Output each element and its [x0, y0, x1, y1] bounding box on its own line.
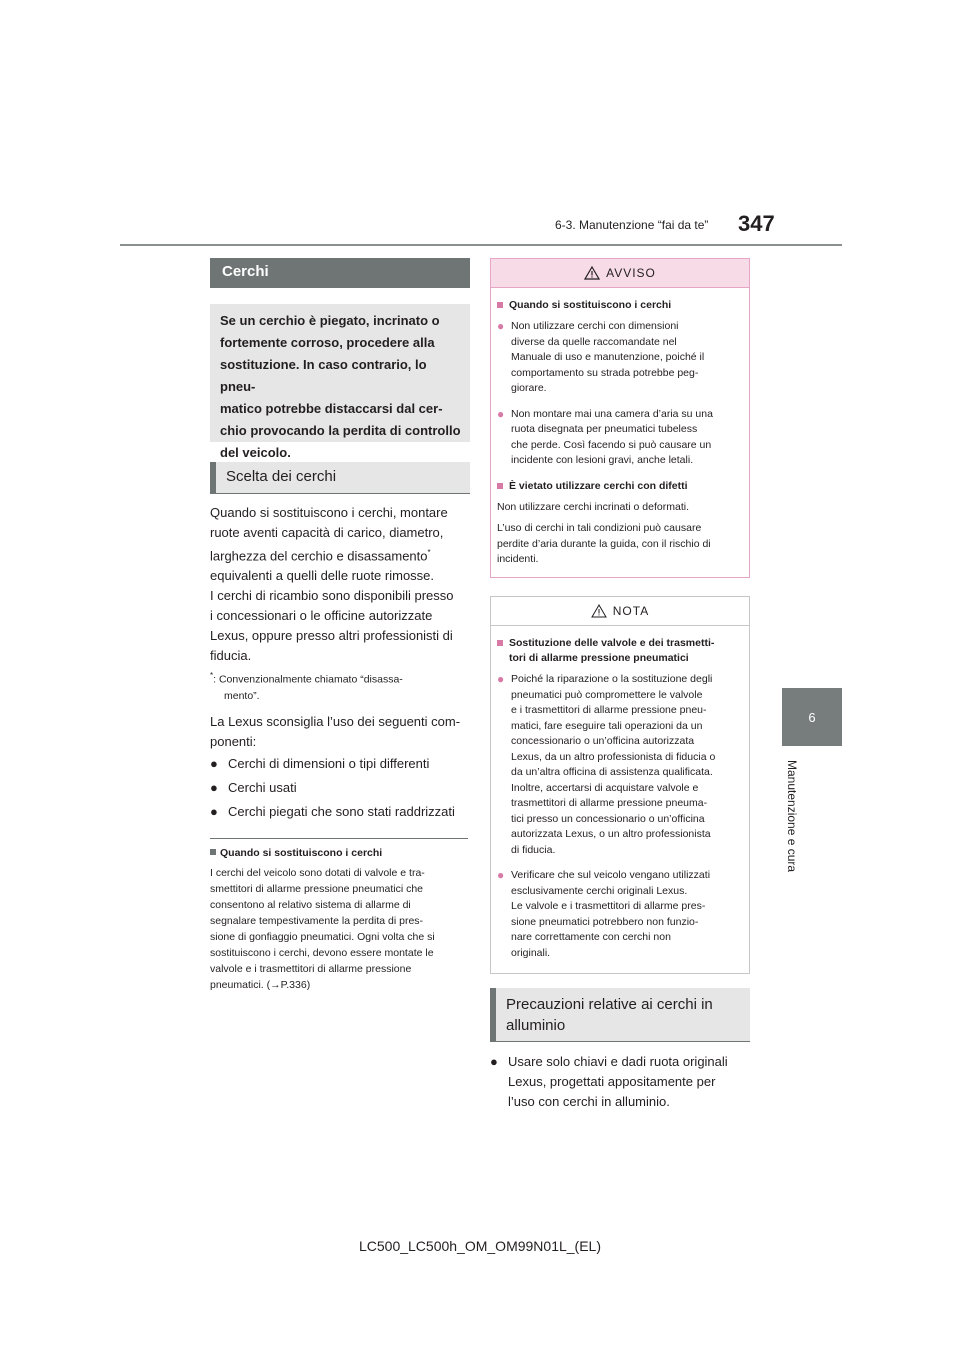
- warning-line: incidente con lesioni gravi, anche letali.: [511, 454, 694, 466]
- nota-line: Sostituzione delle valvole e dei trasmetti-: [509, 637, 715, 649]
- nota-line: e i trasmettitori di allarme pressione pneu-: [511, 704, 707, 716]
- advice-paragraph: [210, 712, 472, 752]
- body-line-text: larghezza del cerchio e disassamento: [210, 548, 428, 564]
- footnote-text: : Convenzionalmente chiamato “disassa-: [213, 673, 403, 686]
- list-item: [490, 1052, 752, 1112]
- warning-line: Non utilizzare cerchi con dimensioni: [511, 320, 679, 332]
- bullet-icon: ●: [210, 756, 218, 771]
- subsection-title-alluminio: [490, 988, 750, 1042]
- nota-item-text: [511, 672, 715, 858]
- warning-line: comportamento su strada potrebbe peg-: [511, 366, 699, 379]
- warning-item: [497, 319, 741, 397]
- nota-line: Inoltre, accertarsi di acquistare valvole e: [511, 781, 699, 794]
- intro-line: sostituzione. In caso contrario, lo pneu-: [220, 357, 427, 394]
- nota-line: Le valvole e i trasmettitori di allarme pres-: [511, 900, 706, 912]
- note-line: valvole e i trasmettitori di allarme pressione: [210, 963, 412, 975]
- note-line: consentono al relativo sistema di allarme di: [210, 899, 411, 911]
- intro-line: matico potrebbe distaccarsi dal cer-: [220, 401, 443, 416]
- note-block: [210, 845, 472, 993]
- list-line: Lexus, progettati appositamente per: [508, 1074, 716, 1089]
- note-line: sostituiscono i cerchi, devono essere montate le: [210, 947, 434, 959]
- list-line: Usare solo chiavi e dadi ruota originali: [508, 1054, 728, 1069]
- square-bullet-icon: [210, 849, 216, 855]
- body-line: fiducia.: [210, 648, 252, 664]
- square-bullet-icon: [497, 483, 503, 489]
- warning-title: AVVISO: [606, 266, 656, 280]
- list-item: [210, 802, 472, 822]
- warning-box: [490, 258, 750, 578]
- bullet-icon: ●: [497, 406, 505, 421]
- note-divider: [210, 838, 468, 839]
- list-item: [210, 754, 472, 774]
- body-line: [210, 543, 472, 566]
- nota-line: autorizzata Lexus, o un altro professionista: [511, 828, 711, 840]
- warning-plain-paragraph: [497, 521, 741, 568]
- nota-line: nare correttamente con cerchi non: [511, 931, 671, 943]
- intro-line: fortemente corroso, procedere alla: [220, 335, 435, 350]
- nota-line: sione pneumatici potrebbero non funzio-: [511, 915, 699, 928]
- title-line: Precauzioni relative ai cerchi in: [506, 996, 713, 1013]
- warning-line: Non montare mai una camera d’aria su una: [511, 407, 713, 420]
- warning-item-text: [511, 319, 704, 397]
- alloy-bullet: [490, 1052, 752, 1112]
- footnote-mark: *: [210, 671, 214, 680]
- intro-line: del veicolo.: [220, 445, 291, 460]
- list-item-text: Cerchi di dimensioni o tipi differenti: [228, 756, 430, 771]
- nota-line: Lexus, da un altro professionista di fiducia o: [511, 750, 716, 763]
- chapter-label: Manutenzione e cura: [785, 760, 799, 873]
- warning-triangle-icon: [584, 266, 600, 280]
- nota-item-text: [511, 868, 710, 961]
- intro-line: Se un cerchio è piegato, incrinato o: [220, 313, 440, 328]
- nota-line: pneumatici può compromettere le valvole: [511, 688, 703, 701]
- chapter-tab: 6: [782, 688, 842, 746]
- warning-subheading: [497, 298, 741, 313]
- note-title-text: Quando si sostituiscono i cerchi: [220, 847, 383, 859]
- body-paragraph: [210, 503, 472, 666]
- warning-line: incidenti.: [497, 553, 539, 565]
- nota-header: [491, 597, 749, 626]
- subsection-title-scelta: Scelta dei cerchi: [210, 462, 470, 494]
- body-line: equivalenti a quelli delle ruote rimosse.: [210, 568, 435, 584]
- note-line: smettitori di allarme pressione pneumatici che: [210, 883, 424, 895]
- bullet-icon: ●: [490, 1054, 498, 1069]
- title-line: alluminio: [506, 1017, 566, 1034]
- note-line: segnalare tempestivamente la perdita di pres-: [210, 915, 424, 927]
- square-bullet-icon: [497, 640, 503, 646]
- header-section-title: 6-3. Manutenzione “fai da te”: [555, 218, 709, 232]
- list-item-text: Cerchi piegati che sono stati raddrizzati: [228, 804, 455, 819]
- list-item-text: Cerchi usati: [228, 780, 297, 795]
- warning-item-text: [511, 407, 713, 469]
- note-line: I cerchi del veicolo sono dotati di valvole e tra-: [210, 867, 425, 879]
- nota-subheading-text: [509, 636, 714, 666]
- warning-line: diverse da quelle raccomandate nel: [511, 335, 677, 348]
- intro-line: chio provocando la perdita di controllo: [220, 423, 461, 438]
- nota-item: [497, 672, 741, 858]
- warning-plain-text: Non utilizzare cerchi incrinati o deformati.: [497, 500, 689, 513]
- warning-line: che perde. Così facendo si può causare un: [511, 438, 712, 451]
- header-divider: [120, 244, 842, 246]
- square-bullet-icon: [497, 302, 503, 308]
- advice-line: ponenti:: [210, 734, 257, 749]
- nota-line: da un’altra officina di assistenza qualificata.: [511, 766, 713, 778]
- bullet-icon: ●: [497, 319, 505, 333]
- bullet-icon: ●: [210, 804, 218, 819]
- page-number: 347: [738, 211, 775, 236]
- warning-subheading-text: Quando si sostituiscono i cerchi: [509, 299, 672, 311]
- nota-line: tori di allarme pressione pneumatici: [509, 652, 689, 664]
- warning-line: L’uso di cerchi in tali condizioni può causare: [497, 522, 702, 534]
- warning-line: perdite d’aria durante la guida, con il rischio di: [497, 537, 711, 550]
- list-item-text: [508, 1052, 728, 1112]
- bullet-icon: ●: [497, 672, 505, 686]
- nota-line: Poiché la riparazione o la sostituzione degli: [511, 673, 713, 685]
- nota-subheading: [497, 636, 741, 666]
- nota-line: matici, fare eseguire tali operazioni da un: [511, 719, 703, 732]
- note-title: [210, 845, 472, 861]
- nota-line: concessionario o un’officina autorizzata: [511, 735, 695, 747]
- footnote-line: [210, 668, 472, 688]
- warning-line: ruota disegnata per pneumatici tubeless: [511, 423, 698, 435]
- list-item: [210, 778, 472, 798]
- section-title-cerchi: Cerchi: [210, 258, 470, 288]
- warning-header: [491, 259, 749, 288]
- nota-line: Verificare che sul veicolo vengano utilizzati: [511, 869, 711, 881]
- nota-line: trasmettitori di allarme pressione pneuma-: [511, 797, 708, 809]
- nota-title: NOTA: [612, 604, 650, 618]
- warning-subheading-text: È vietato utilizzare cerchi con difetti: [509, 479, 688, 492]
- warning-item: [497, 407, 741, 469]
- body-line: Lexus, oppure presso altri professionisti di: [210, 628, 453, 644]
- intro-box: [210, 304, 470, 460]
- list-line: l’uso con cerchi in alluminio.: [508, 1094, 670, 1109]
- footer-doc-code: LC500_LC500h_OM_OM99N01L_(EL): [358, 1238, 602, 1254]
- body-line: i concessionari o le officine autorizzate: [210, 608, 433, 624]
- footnote: [210, 668, 472, 704]
- note-line: pneumatici. (→P.336): [210, 979, 311, 991]
- footnote-line: mento”.: [224, 689, 260, 702]
- nota-body: [491, 626, 749, 961]
- caution-triangle-icon: [591, 604, 607, 618]
- nota-line: originali.: [511, 946, 551, 959]
- body-line: Quando si sostituiscono i cerchi, montare: [210, 505, 448, 520]
- warning-body: [491, 288, 749, 568]
- body-line: ruote aventi capacità di carico, diametro,: [210, 525, 444, 540]
- nota-item: [497, 868, 741, 961]
- warning-subheading: [497, 479, 741, 494]
- bullet-icon: ●: [210, 780, 218, 795]
- nota-line: tici presso un concessionario o un’officina: [511, 812, 705, 825]
- bullet-icon: ●: [497, 868, 505, 882]
- body-line: I cerchi di ricambio sono disponibili presso: [210, 588, 454, 604]
- warning-line: Manuale di uso e manutenzione, poiché il: [511, 351, 705, 363]
- note-line: sione di gonfiaggio pneumatici. Ogni volta che si: [210, 931, 435, 943]
- warning-line: giorare.: [511, 382, 547, 394]
- bullet-list: [210, 754, 472, 822]
- nota-line: di fiducia.: [511, 843, 556, 856]
- nota-line: esclusivamente cerchi originali Lexus.: [511, 884, 688, 897]
- footnote-marker: *: [427, 548, 431, 557]
- advice-line: La Lexus sconsiglia l’uso dei seguenti com-: [210, 714, 461, 729]
- nota-box: [490, 596, 750, 974]
